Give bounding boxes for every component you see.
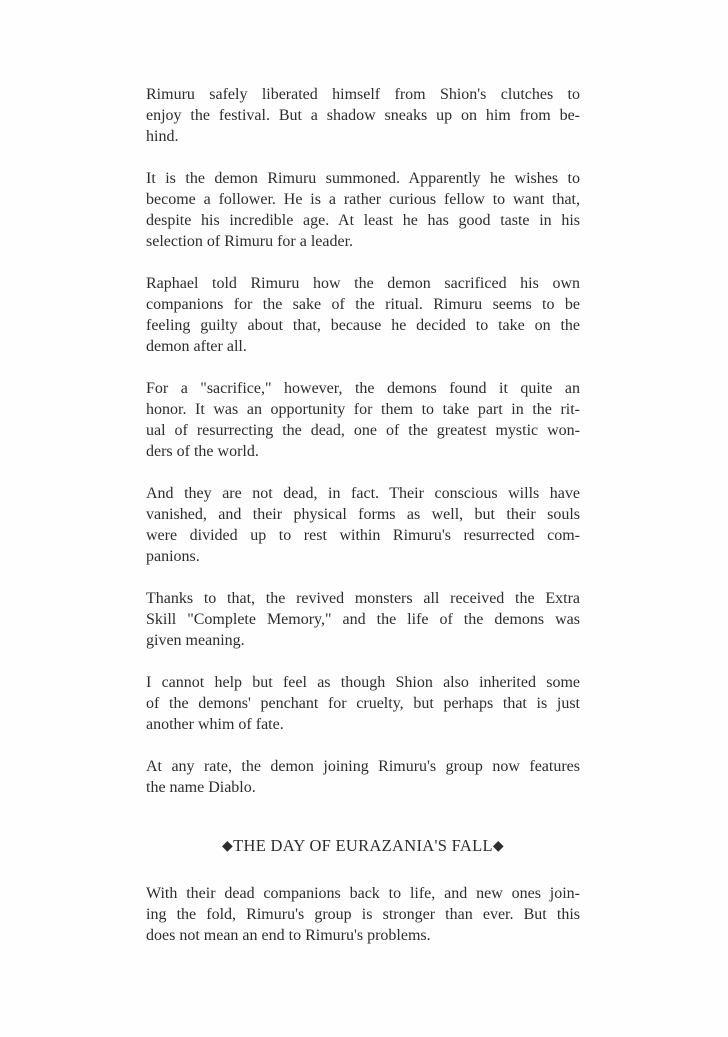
paragraph	[146, 883, 580, 946]
paragraph	[146, 84, 580, 147]
text-line: selection of Rimuru for a leader.	[146, 233, 354, 250]
text-line: of the demons' penchant for cruelty, but perhaps that is just	[146, 695, 580, 712]
paragraph	[146, 672, 580, 735]
text-line: Rimuru safely liberated himself from Shion's clutches to	[146, 86, 580, 103]
text-line: It is the demon Rimuru summoned. Apparently he wishes to	[146, 170, 580, 187]
text-line: hind.	[146, 128, 179, 145]
paragraph	[146, 588, 580, 651]
body-paragraphs	[146, 84, 580, 798]
section-heading	[146, 835, 580, 858]
section-heading-text: THE DAY OF EURAZANIA'S FALL	[233, 836, 493, 855]
paragraph	[146, 483, 580, 567]
text-line: another whim of fate.	[146, 716, 284, 733]
text-line: And they are not dead, in fact. Their conscious wills have	[146, 485, 580, 502]
paragraph	[146, 378, 580, 462]
text-line: For a "sacrifice," however, the demons found it quite an	[146, 380, 580, 397]
text-line: the name Diablo.	[146, 779, 256, 796]
diamond-icon-left: ◆	[222, 839, 234, 854]
paragraph	[146, 756, 580, 798]
text-line: ders of the world.	[146, 443, 259, 460]
text-line: enjoy the festival. But a shadow sneaks up on him from be-	[146, 107, 580, 124]
text-line: At any rate, the demon joining Rimuru's group now features	[146, 758, 580, 775]
text-column	[146, 84, 580, 967]
text-line: vanished, and their physical forms as well, but their souls	[146, 506, 580, 523]
text-line: become a follower. He is a rather curious fellow to want that,	[146, 191, 580, 208]
text-line: ing the fold, Rimuru's group is stronger than ever. But this	[146, 906, 580, 923]
text-line: With their dead companions back to life, and new ones join-	[146, 885, 580, 902]
text-line: I cannot help but feel as though Shion also inherited some	[146, 674, 580, 691]
text-line: does not mean an end to Rimuru's problems.	[146, 927, 431, 944]
text-line: honor. It was an opportunity for them to take part in the rit-	[146, 401, 580, 418]
text-line: were divided up to rest within Rimuru's resurrected com-	[146, 527, 580, 544]
post-heading-paragraphs	[146, 883, 580, 946]
text-line: Thanks to that, the revived monsters all received the Extra	[146, 590, 580, 607]
text-line: despite his incredible age. At least he has good taste in his	[146, 212, 580, 229]
text-line: ual of resurrecting the dead, one of the greatest mystic won-	[146, 422, 580, 439]
paragraph	[146, 273, 580, 357]
diamond-icon-right: ◆	[492, 839, 504, 854]
text-line: Skill "Complete Memory," and the life of the demons was	[146, 611, 580, 628]
text-line: given meaning.	[146, 632, 245, 649]
text-line: Raphael told Rimuru how the demon sacrificed his own	[146, 275, 580, 292]
paragraph	[146, 168, 580, 252]
text-line: demon after all.	[146, 338, 247, 355]
text-line: feeling guilty about that, because he decided to take on the	[146, 317, 580, 334]
text-line: panions.	[146, 548, 200, 565]
text-line: companions for the sake of the ritual. Rimuru seems to be	[146, 296, 580, 313]
